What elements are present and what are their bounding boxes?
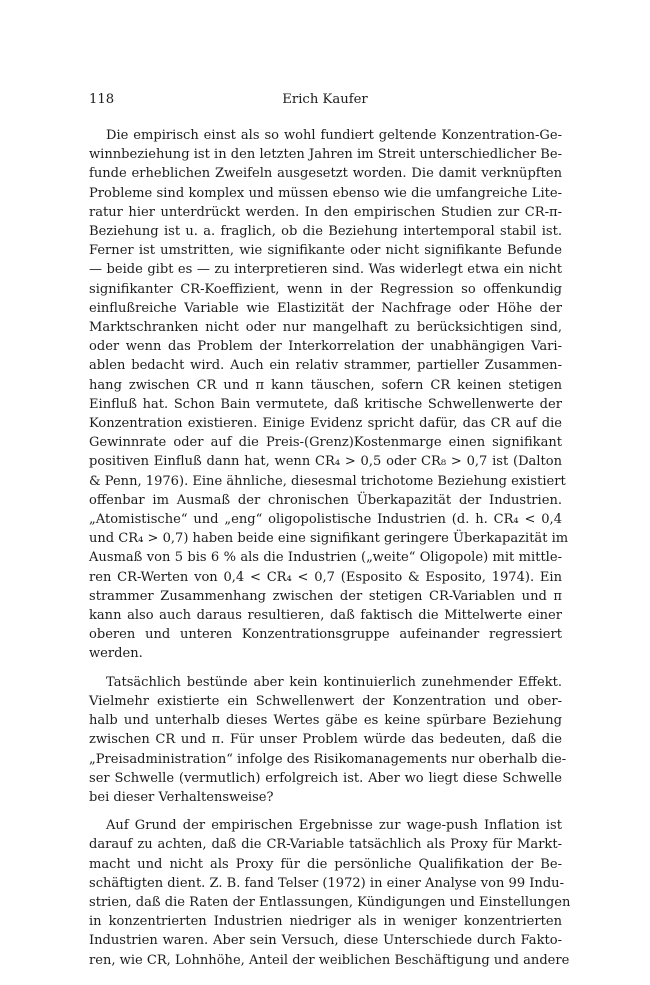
body-text	[89, 126, 571, 979]
text-line: ser Schwelle (vermutlich) erfolgreich ist. Aber wo liegt diese Schwelle	[89, 770, 562, 786]
text-line: Gewinnrate oder auf die Preis-(Grenz)Kostenmarge einen signifikant	[89, 435, 562, 451]
text-line: Industrien waren. Aber sein Versuch, diese Unterschiede durch Fakto-	[89, 933, 562, 949]
text-line: oberen und unteren Konzentrationsgruppe aufeinander regressiert	[89, 627, 562, 643]
text-line: positiven Einfluß dann hat, wenn CR₄ > 0,5 oder CR₈ > 0,7 ist (Dalton	[89, 454, 562, 470]
text-line: ratur hier unterdrückt werden. In den empirischen Studien zur CR-π-	[89, 204, 562, 220]
text-line: & Penn, 1976). Eine ähnliche, diesesmal trichotome Beziehung existiert	[89, 473, 566, 489]
text-line: Die empirisch einst als so wohl fundiert geltende Konzentration-Ge-	[106, 128, 562, 143]
text-line: winnbeziehung ist in den letzten Jahren im Streit unterschiedlicher Be-	[89, 147, 562, 163]
running-header	[89, 92, 561, 112]
text-line: in konzentrierten Industrien niedriger als in weniger konzentrierten	[89, 914, 562, 930]
text-line: zwischen CR und π. Für unser Problem würde das bedeuten, daß die	[89, 732, 562, 748]
text-line: Vielmehr existierte ein Schwellenwert der Konzentration und ober-	[89, 693, 562, 709]
text-line: offenbar im Ausmaß der chronischen Überkapazität der Industrien.	[89, 492, 562, 508]
text-line: funde erheblichen Zweifeln ausgesetzt worden. Die damit verknüpften	[89, 166, 562, 182]
paragraph-3	[89, 816, 571, 970]
text-line: Konzentration existieren. Einige Evidenz spricht dafür, das CR auf die	[89, 416, 562, 432]
running-head-author: Erich Kaufer	[282, 92, 368, 107]
text-line: bei dieser Verhaltensweise?	[89, 789, 274, 805]
text-line: strammer Zusammenhang zwischen der stetigen CR-Variablen und π	[89, 588, 562, 604]
paragraph-2	[89, 673, 567, 807]
text-line: hang zwischen CR und π kann täuschen, sofern CR keinen stetigen	[89, 377, 562, 393]
text-line: kann also auch daraus resultieren, daß faktisch die Mittelwerte einer	[89, 608, 562, 624]
text-line: ren, wie CR, Lohnhöhe, Anteil der weiblichen Beschäftigung und andere	[89, 952, 570, 968]
text-line: Beziehung ist u. a. fraglich, ob die Beziehung intertemporal stabil ist.	[89, 224, 562, 240]
paragraph-1	[89, 126, 569, 664]
text-line: Tatsächlich bestünde aber kein kontinuierlich zunehmender Effekt.	[106, 674, 562, 690]
text-line: — beide gibt es — zu interpretieren sind. Was widerlegt etwa ein nicht	[89, 262, 562, 278]
text-line: Probleme sind komplex und müssen ebenso wie die umfangreiche Lite-	[89, 185, 562, 201]
text-line: „Atomistische“ und „eng“ oligopolistische Industrien (d. h. CR₄ < 0,4	[89, 512, 562, 528]
text-line: macht und nicht als Proxy für die persönliche Qualifikation der Be-	[89, 856, 562, 872]
text-line: werden.	[89, 646, 143, 662]
text-line: oder wenn das Problem der Interkorrelation der unabhängigen Vari-	[89, 339, 562, 355]
text-line: darauf zu achten, daß die CR-Variable tatsächlich als Proxy für Markt-	[89, 837, 562, 853]
text-line: einflußreiche Variable wie Elastizität der Nachfrage oder Höhe der	[89, 300, 562, 316]
text-line: ren CR-Werten von 0,4 < CR₄ < 0,7 (Esposito & Esposito, 1974). Ein	[89, 569, 562, 585]
text-line: schäftigten dient. Z. B. fand Telser (1972) in einer Analyse von 99 Indu-	[89, 875, 564, 891]
text-line: Einfluß hat. Schon Bain vermutete, daß kritische Schwellenwerte der	[89, 396, 562, 412]
text-line: Auf Grund der empirischen Ergebnisse zur wage-push Inflation ist	[106, 818, 562, 834]
text-line: strien, daß die Raten der Entlassungen, Kündigungen und Einstellungen	[89, 894, 571, 910]
text-line: Ferner ist umstritten, wie signifikante oder nicht signifikante Befunde	[89, 243, 562, 259]
text-line: „Preisadministration“ infolge des Risikomanagements nur oberhalb die-	[89, 751, 567, 767]
text-line: Ausmaß von 5 bis 6 % als die Industrien („weite“ Oligopole) mit mittle-	[89, 550, 562, 566]
text-line: signifikanter CR-Koeffizient, wenn in der Regression so offenkundig	[89, 281, 562, 297]
text-line: und CR₄ > 0,7) haben beide eine signifikant geringere Überkapazität im	[89, 531, 569, 547]
text-line: ablen bedacht wird. Auch ein relativ strammer, partieller Zusammen-	[89, 358, 562, 374]
text-line: Marktschranken nicht oder nur mangelhaft zu berücksichtigen sind,	[89, 320, 562, 336]
page-number: 118	[89, 92, 115, 107]
text-line: halb und unterhalb dieses Wertes gäbe es keine spürbare Beziehung	[89, 713, 562, 729]
